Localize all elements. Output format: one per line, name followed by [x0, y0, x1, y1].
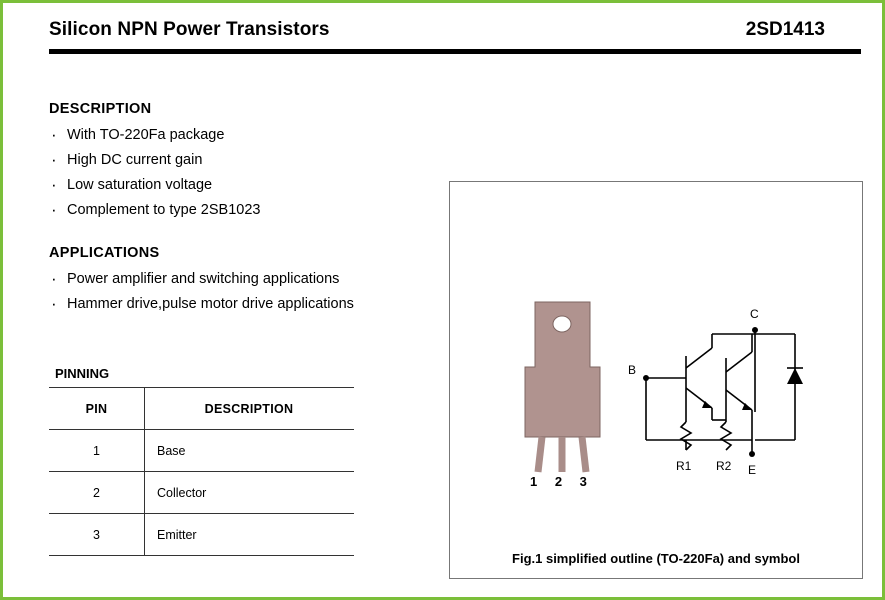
- list-item: · Low saturation voltage: [49, 173, 429, 198]
- pinning-section: [49, 366, 354, 556]
- label-r1: R1: [676, 459, 692, 473]
- applications-block: [49, 245, 429, 317]
- pinning-table: [49, 387, 354, 556]
- cell-description: Collector: [145, 472, 355, 514]
- cell-description: Emitter: [145, 514, 355, 556]
- darlington-symbol: [643, 327, 803, 457]
- applications-list: [49, 267, 429, 317]
- label-r2: R2: [716, 459, 732, 473]
- column-header-description: DESCRIPTION: [145, 388, 355, 430]
- table-row: [49, 472, 354, 514]
- part-number: 2SD1413: [745, 19, 825, 40]
- package-and-symbol-drawing: [450, 182, 862, 578]
- cell-pin: 3: [49, 514, 145, 556]
- figure-panel: [449, 181, 863, 579]
- pinning-label: PINNING: [55, 366, 110, 381]
- description-list: [49, 123, 429, 223]
- left-column: [49, 101, 429, 339]
- header-divider: [49, 49, 861, 54]
- list-item: · High DC current gain: [49, 148, 429, 173]
- pin-numbers: 1 2 3: [530, 474, 594, 489]
- page-content: [13, 9, 872, 591]
- figure-caption: Fig.1 simplified outline (TO-220Fa) and symbol: [512, 551, 800, 566]
- cell-pin: 2: [49, 472, 145, 514]
- to220fa-package-icon: [525, 302, 600, 472]
- table-row: [49, 430, 354, 472]
- document-header: [49, 17, 861, 51]
- label-emitter: E: [748, 463, 757, 477]
- cell-pin: 1: [49, 430, 145, 472]
- table-row: [49, 514, 354, 556]
- page-title: Silicon NPN Power Transistors: [49, 19, 330, 40]
- column-header-pin: PIN: [49, 388, 145, 430]
- label-collector: C: [750, 307, 759, 321]
- applications-heading: APPLICATIONS: [49, 245, 160, 261]
- label-base: B: [627, 363, 636, 377]
- cell-description: Base: [145, 430, 355, 472]
- description-heading: DESCRIPTION: [49, 101, 152, 117]
- list-item: · Power amplifier and switching applications: [49, 267, 429, 292]
- list-item: · Complement to type 2SB1023: [49, 198, 429, 223]
- table-header-row: [49, 388, 354, 430]
- list-item: · With TO-220Fa package: [49, 123, 429, 148]
- list-item: · Hammer drive,pulse motor drive applications: [49, 292, 429, 317]
